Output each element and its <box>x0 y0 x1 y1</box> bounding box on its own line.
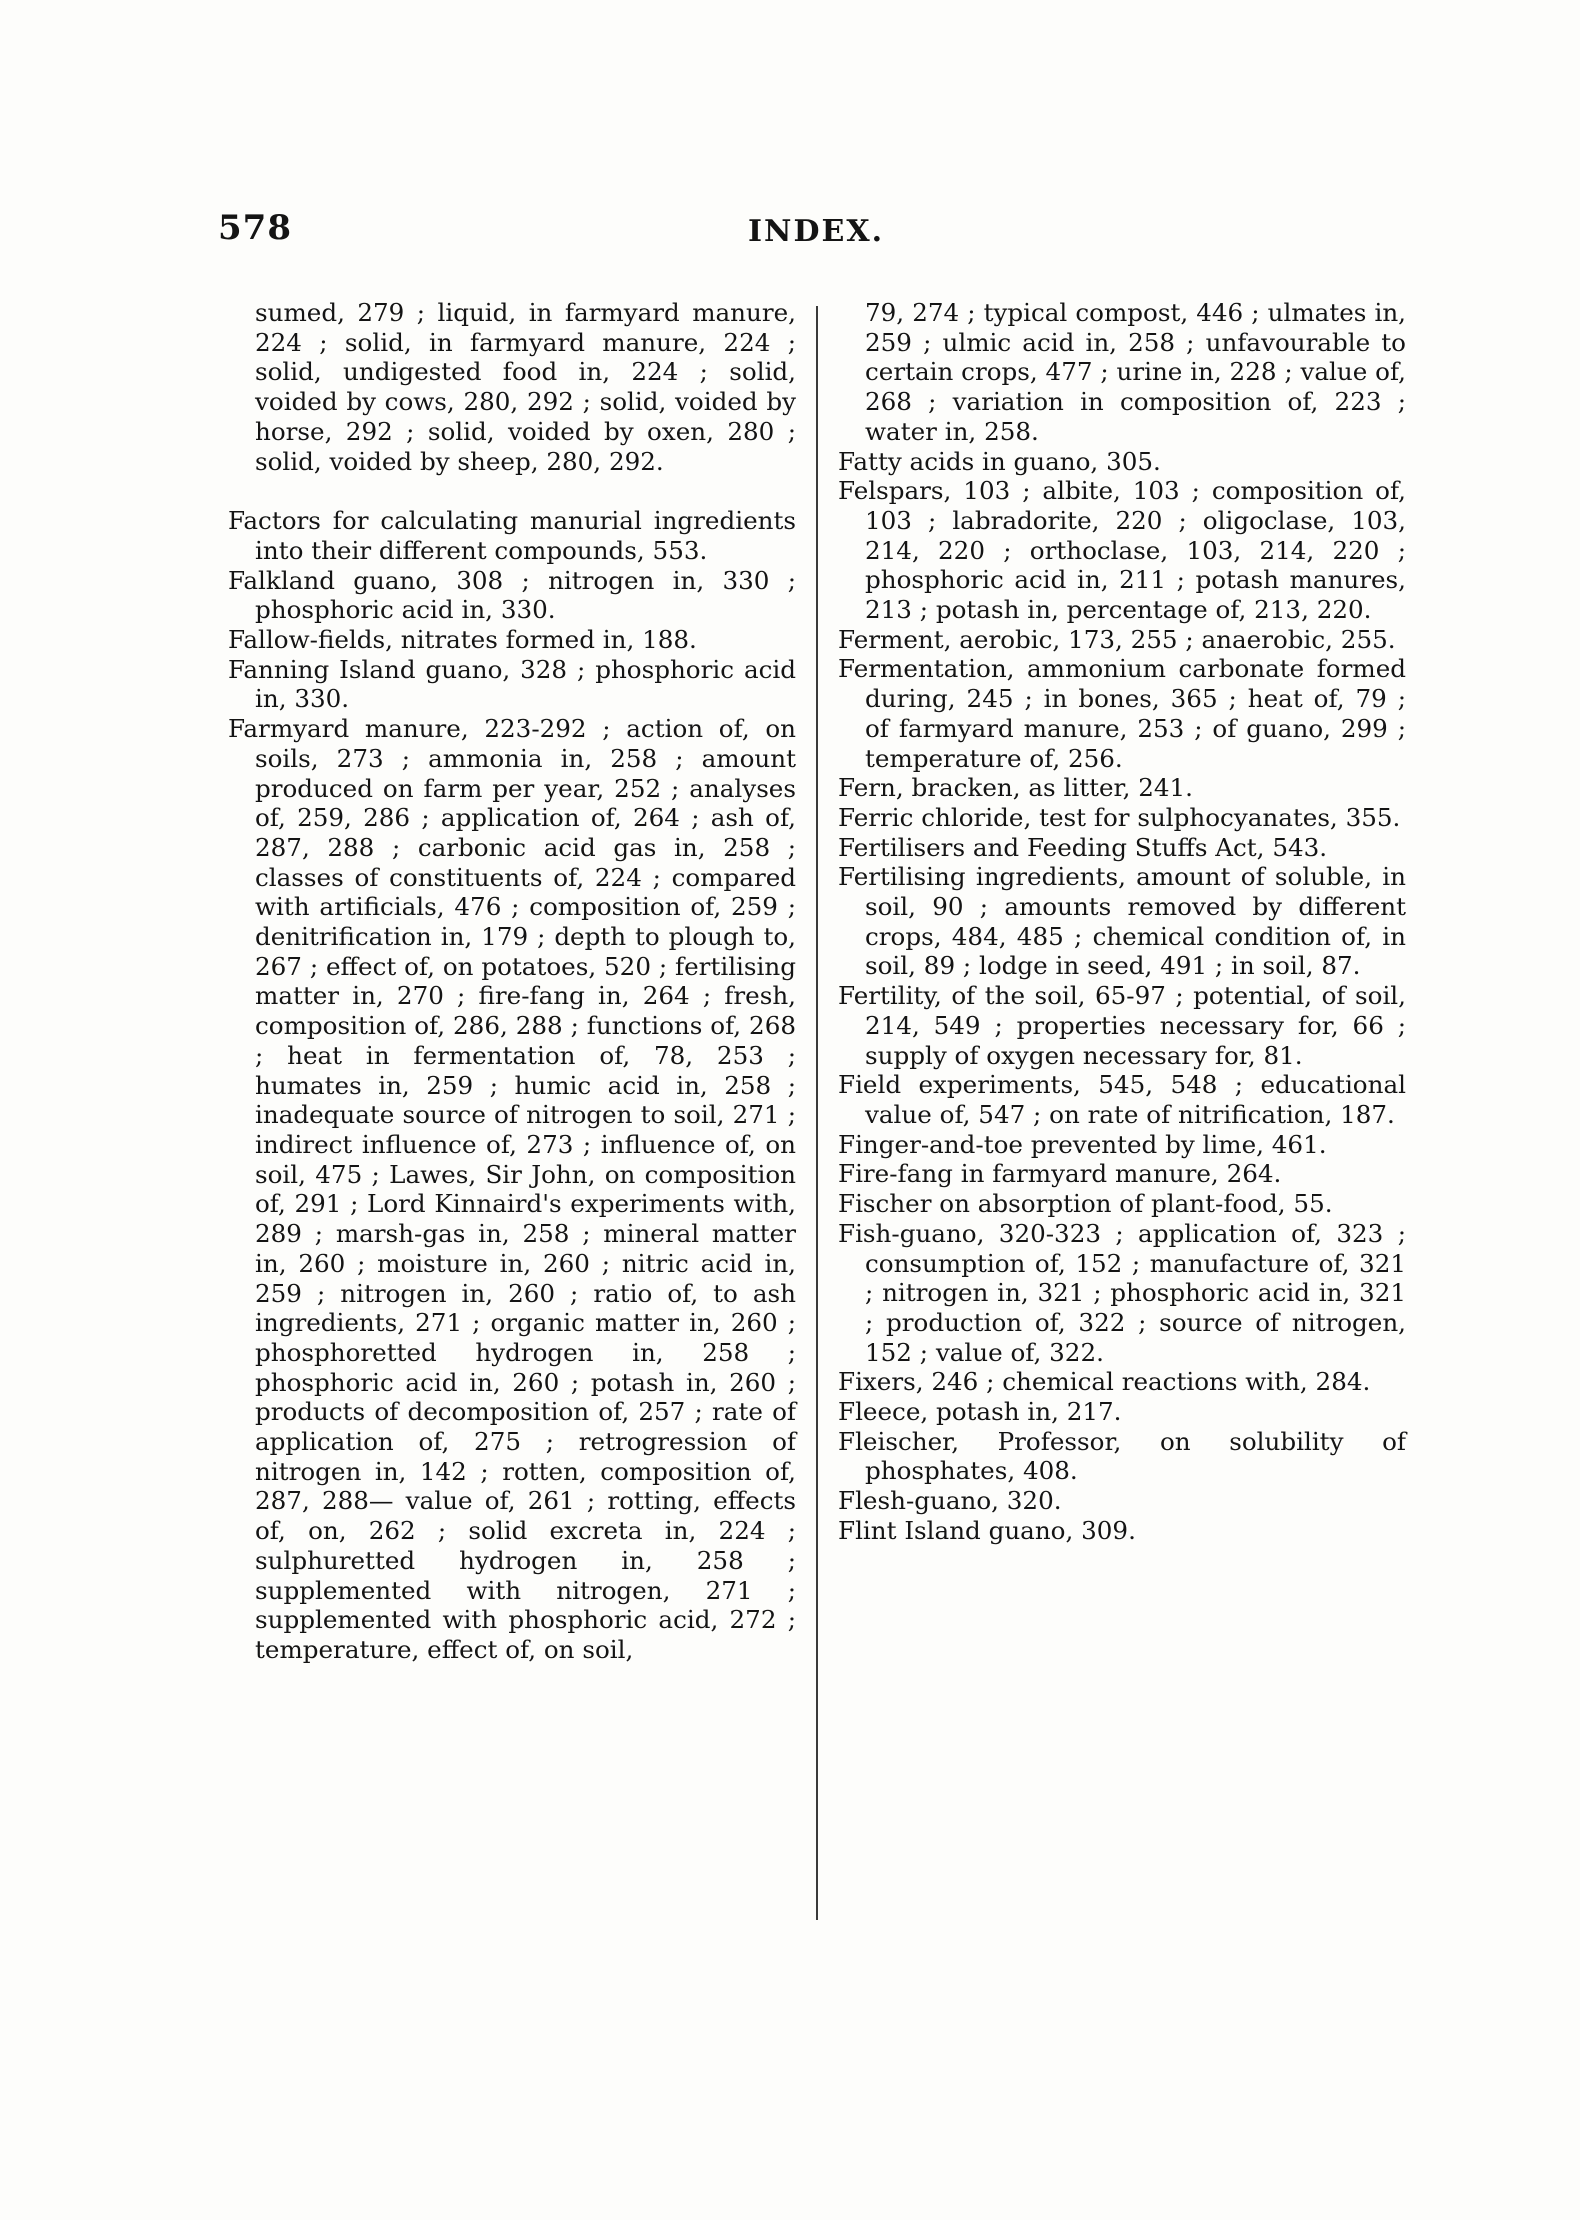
index-entry: Fermentation, ammonium carbonate formed during, 245 ; in bones, 365 ; heat of, 79 ; of farmyard manure, 253 ; of guano, 299 ; temperature of, 256. <box>838 654 1406 773</box>
index-entry: Fleischer, Professor, on solubility of phosphates, 408. <box>838 1426 1406 1486</box>
index-entry: Fixers, 246 ; chemical reactions with, 284. <box>838 1367 1371 1397</box>
index-entry: Felspars, 103 ; albite, 103 ; composition of, 103 ; labradorite, 220 ; oligoclase, 103, 214, 220 ; orthoclase, 103, 214, 220 ; phosphoric acid in, 211 ; potash manures, 213 ; potash in, percentage of, 213, 220. <box>838 476 1406 625</box>
index-column-right <box>838 298 1406 1546</box>
index-column-left <box>228 298 796 1665</box>
index-entry: Fleece, potash in, 217. <box>838 1397 1122 1427</box>
index-entry: Finger-and-toe prevented by lime, 461. <box>838 1129 1327 1159</box>
index-entry: Fish-guano, 320-323 ; application of, 323 ; consumption of, 152 ; manufacture of, 321 ; nitrogen in, 321 ; phosphoric acid in, 321 ; production of, 322 ; source of nitrogen, 152 ; value of, 322. <box>838 1218 1406 1367</box>
index-entry: Ferment, aerobic, 173, 255 ; anaerobic, 255. <box>838 624 1396 654</box>
index-entry: Farmyard manure, 223-292 ; action of, on soils, 273 ; ammonia in, 258 ; amount produced on farm per year, 252 ; analyses of, 259, 286 ; application of, 264 ; ash of, 287, 288 ; carbonic acid gas in, 258 ; classes of constituents of, 224 ; compared with artificials, 476 ; composition of, 259 ; denitrification in, 179 ; depth to plough to, 267 ; effect of, on potatoes, 520 ; fertilising matter in, 270 ; fire-fang in, 264 ; fresh, composition of, 286, 288 ; functions of, 268 ; heat in fermentation of, 78, 253 ; humates in, 259 ; humic acid in, 258 ; inadequate source of nitrogen to soil, 271 ; indirect influence of, 273 ; influence of, on soil, 475 ; Lawes, Sir John, on composition of, 291 ; Lord Kinnaird's experiments with, 289 ; marsh-gas in, 258 ; mineral matter in, 260 ; moisture in, 260 ; nitric acid in, 259 ; nitrogen in, 260 ; ratio of, to ash ingredients, 271 ; organic matter in, 260 ; phosphoretted hydrogen in, 258 ; phosphoric acid in, 260 ; potash in, 260 ; products of decomposition of, 257 ; rate of application of, 275 ; retrogression of nitrogen in, 142 ; rotten, composition of, 287, 288— value of, 261 ; rotting, effects of, on, 262 ; solid excreta in, 224 ; sulphuretted hydrogen in, 258 ; supplemented with nitrogen, 271 ; supplemented with phosphoric acid, 272 ; temperature, effect of, on soil, <box>228 714 796 1664</box>
index-entry: Fallow-fields, nitrates formed in, 188. <box>228 625 697 655</box>
index-entry: Fischer on absorption of plant-food, 55. <box>838 1189 1333 1219</box>
index-entry-continuation: 79, 274 ; typical compost, 446 ; ulmates in, 259 ; ulmic acid in, 258 ; unfavourable to certain crops, 477 ; urine in, 228 ; value of, 268 ; variation in composition of, 223 ; water in, 258. <box>865 298 1406 446</box>
index-entry: Fatty acids in guano, 305. <box>838 446 1161 476</box>
index-entry: Factors for calculating manurial ingredients into their different compounds, 553. <box>228 506 796 565</box>
running-head: INDEX. <box>748 214 885 249</box>
index-entry: Fanning Island guano, 328 ; phosphoric acid in, 330. <box>228 654 796 714</box>
entry-spacer <box>228 476 796 506</box>
index-entry: Fertility, of the soil, 65-97 ; potential, of soil, 214, 549 ; properties necessary for, 66 ; supply of oxygen necessary for, 81. <box>838 981 1406 1070</box>
page-header <box>218 208 1338 268</box>
index-entry: Flesh-guano, 320. <box>838 1486 1062 1516</box>
index-entry: Flint Island guano, 309. <box>838 1515 1136 1545</box>
index-entry: Field experiments, 545, 548 ; educational value of, 547 ; on rate of nitrification, 187. <box>838 1070 1406 1129</box>
index-entry: Fire-fang in farmyard manure, 264. <box>838 1159 1282 1189</box>
index-entry-continuation: sumed, 279 ; liquid, in farmyard manure, 224 ; solid, in farmyard manure, 224 ; solid, undigested food in, 224 ; solid, voided by cows, 280, 292 ; solid, voided by horse, 292 ; solid, voided by oxen, 280 ; solid, voided by sheep, 280, 292. <box>255 298 796 476</box>
index-entry: Fertilising ingredients, amount of soluble, in soil, 90 ; amounts removed by different crops, 484, 485 ; chemical condition of, in soil, 89 ; lodge in seed, 491 ; in soil, 87. <box>838 862 1406 981</box>
index-entry: Ferric chloride, test for sulphocyanates, 355. <box>838 802 1401 832</box>
index-entry: Fern, bracken, as litter, 241. <box>838 773 1193 803</box>
index-entry: Fertilisers and Feeding Stuffs Act, 543. <box>838 832 1328 862</box>
page-number: 578 <box>218 208 292 248</box>
column-divider <box>816 306 818 1920</box>
index-entry: Falkland guano, 308 ; nitrogen in, 330 ; phosphoric acid in, 330. <box>228 565 796 625</box>
